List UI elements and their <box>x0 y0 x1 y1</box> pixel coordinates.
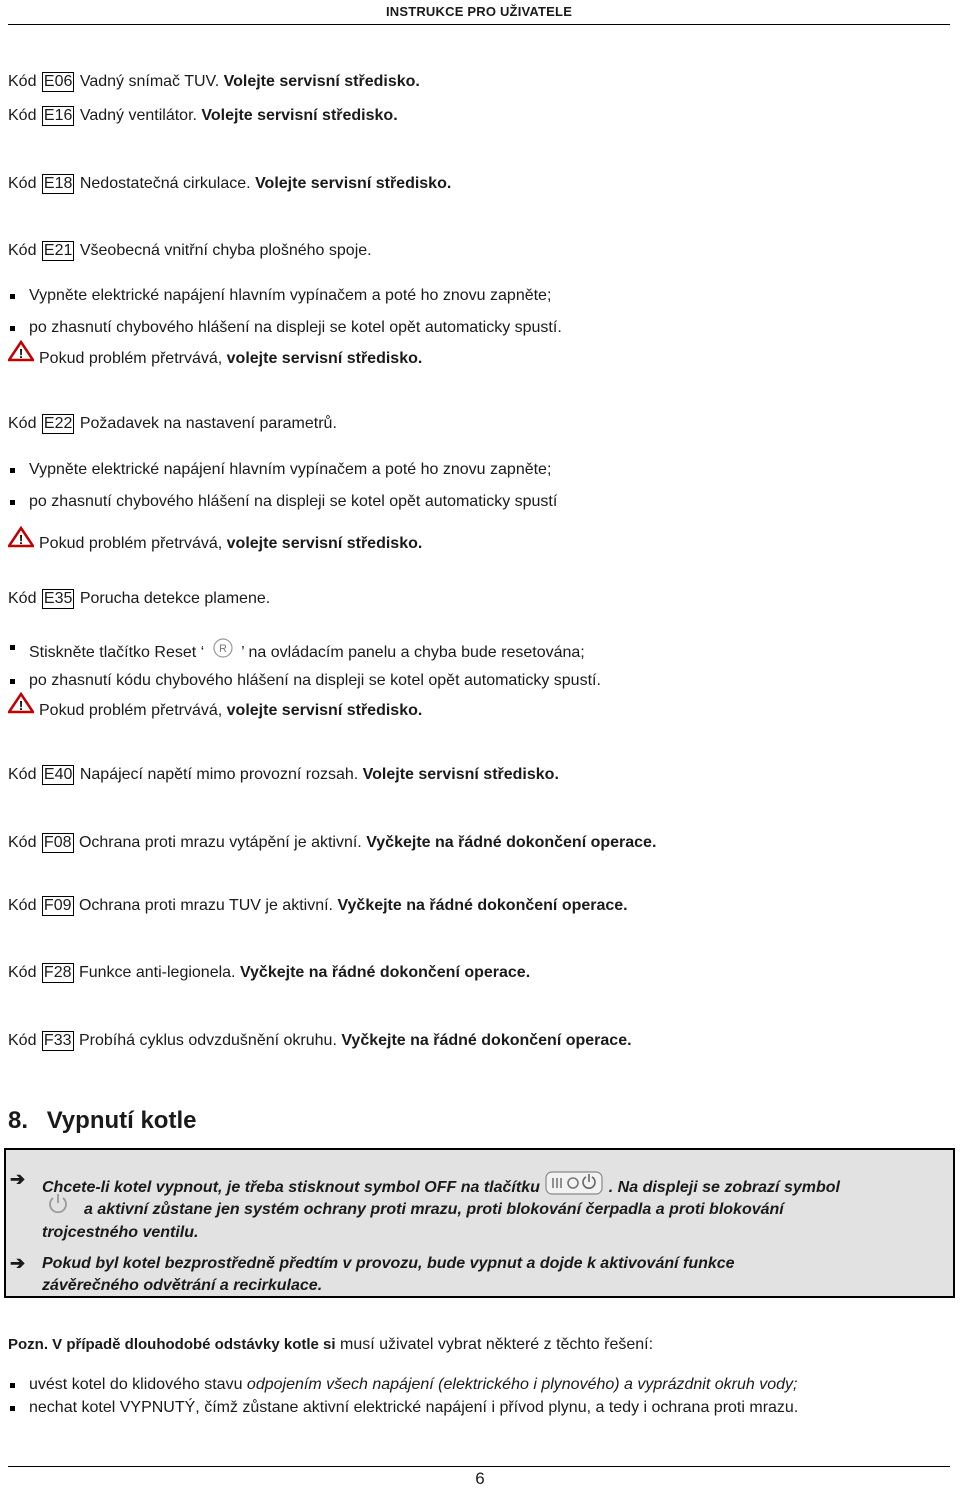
code-action: Volejte servisní středisko. <box>362 766 559 783</box>
box-p1-mid: . Na displeji se zobrazí symbol <box>608 1179 840 1196</box>
code-description: Probíhá cyklus odvzdušnění okruhu. <box>78 1032 337 1049</box>
warning-action: volejte servisní středisko. <box>226 350 423 367</box>
warning-lead: Pokud problém přetrvává, <box>39 702 223 719</box>
bullet-icon <box>10 679 15 684</box>
code-f28-line <box>8 963 530 983</box>
code-f33-line <box>8 1031 632 1051</box>
box-p1-start: Chcete-li kotel vypnout, je třeba stisknout symbol OFF na tlačítku <box>42 1179 540 1196</box>
code-description: Vadný snímač TUV. <box>79 73 220 90</box>
box-paragraph-2-end: závěrečného odvětrání a recirkulace. <box>42 1277 323 1294</box>
code-description: Funkce anti-legionela. <box>78 964 236 981</box>
reset-instruction-start: Stiskněte tlačítko Reset ‘ <box>29 644 205 661</box>
box-paragraph-2: Pokud byl kotel bezprostředně předtím v provozu, bude vypnut a dojde k aktivování funkce <box>42 1255 735 1272</box>
warning-action: volejte servisní středisko. <box>226 702 423 719</box>
on-off-button-icon <box>545 1170 603 1196</box>
bullet-icon <box>10 500 15 505</box>
code-prefix: Kód <box>8 175 37 192</box>
note-paragraph <box>8 1335 653 1355</box>
warning-triangle-icon <box>8 340 34 362</box>
list-item: Vypněte elektrické napájení hlavním vypínačem a poté ho znovu zapněte; <box>29 287 552 304</box>
list-item: po zhasnutí kódu chybového hlášení na displeji se kotel opět automaticky spustí. <box>29 672 601 689</box>
list-item <box>29 1375 797 1395</box>
footer-rule <box>8 1466 950 1467</box>
code-action: Volejte servisní středisko. <box>255 175 452 192</box>
code-badge: E16 <box>43 107 73 124</box>
bullet-icon <box>10 326 15 331</box>
code-f08-line <box>8 833 656 853</box>
code-action: Volejte servisní středisko. <box>201 107 398 124</box>
code-action: Vyčkejte na řádné dokončení operace. <box>337 897 628 914</box>
svg-text:!: ! <box>18 698 24 713</box>
code-prefix: Kód <box>8 964 37 981</box>
code-description: Všeobecná vnitřní chyba plošného spoje. <box>79 242 372 259</box>
code-badge: E18 <box>43 175 73 192</box>
code-e16-line <box>8 106 398 126</box>
section-title: Vypnutí kotle <box>46 1107 197 1134</box>
code-prefix: Kód <box>8 73 37 90</box>
svg-text:!: ! <box>18 532 24 547</box>
section-heading <box>8 1107 196 1135</box>
warning-action: volejte servisní středisko. <box>226 535 423 552</box>
code-badge: E21 <box>43 242 73 259</box>
code-action: Vyčkejte na řádné dokončení operace. <box>341 1032 632 1049</box>
note-label: Pozn. V případě dlouhodobé odstávky kotle si <box>8 1336 336 1353</box>
note-item-1-end: odpojením všech napájení (elektrického i plynového) a vyprázdnit okruh vody; <box>246 1376 798 1393</box>
code-badge: F09 <box>43 897 72 914</box>
code-f09-line <box>8 896 628 916</box>
reset-instruction-end: ’ na ovládacím panelu a chyba bude resetována; <box>241 644 585 661</box>
code-description: Ochrana proti mrazu TUV je aktivní. <box>78 897 333 914</box>
bullet-icon <box>10 468 15 473</box>
box-paragraph-1-end: trojcestného ventilu. <box>42 1224 199 1241</box>
warning-text <box>39 701 422 721</box>
code-prefix: Kód <box>8 107 37 124</box>
code-description: Požadavek na nastavení parametrů. <box>79 415 337 432</box>
code-prefix: Kód <box>8 590 37 607</box>
code-description: Napájecí napětí mimo provozní rozsah. <box>79 766 359 783</box>
code-e18-line <box>8 174 451 194</box>
code-e35-line <box>8 589 270 609</box>
warning-text <box>39 349 422 369</box>
code-description: Ochrana proti mrazu vytápění je aktivní. <box>78 834 362 851</box>
code-action: Vyčkejte na řádné dokončení operace. <box>239 964 531 981</box>
code-badge: E35 <box>43 590 73 607</box>
warning-lead: Pokud problém přetrvává, <box>39 535 223 552</box>
note-text: musí uživatel vybrat některé z těchto řešení: <box>340 1336 654 1353</box>
warning-triangle-icon <box>8 526 34 548</box>
bullet-icon <box>10 294 15 299</box>
code-e21-line <box>8 241 372 261</box>
code-action: Volejte servisní středisko. <box>223 73 420 90</box>
code-prefix: Kód <box>8 242 37 259</box>
warning-triangle-icon <box>8 692 34 714</box>
code-prefix: Kód <box>8 766 37 783</box>
bullet-icon <box>10 1406 15 1411</box>
standby-icon <box>44 1190 72 1218</box>
code-badge: F28 <box>43 964 72 981</box>
list-item: po zhasnutí chybového hlášení na displeji se kotel opět automaticky spustí <box>29 493 558 510</box>
svg-text:R: R <box>218 643 227 655</box>
arrow-right-icon: ➔ <box>10 1253 26 1273</box>
box-paragraph-1-cont: a aktivní zůstane jen systém ochrany proti mrazu, proti blokování čerpadla a proti blokování <box>84 1201 784 1218</box>
code-prefix: Kód <box>8 415 37 432</box>
code-badge: E22 <box>43 415 73 432</box>
page-number: 6 <box>475 1469 485 1488</box>
note-item-1-start: uvést kotel do klidového stavu <box>29 1376 243 1393</box>
code-action: Vyčkejte na řádné dokončení operace. <box>366 834 657 851</box>
warning-lead: Pokud problém přetrvává, <box>39 350 223 367</box>
code-description: Nedostatečná cirkulace. <box>79 175 251 192</box>
code-prefix: Kód <box>8 834 37 851</box>
box-paragraph-1 <box>42 1170 840 1199</box>
code-badge: F08 <box>43 834 72 851</box>
code-description: Vadný ventilátor. <box>79 107 197 124</box>
code-prefix: Kód <box>8 1032 37 1049</box>
code-badge: E40 <box>43 766 73 783</box>
code-e06-line <box>8 72 420 92</box>
code-e40-line <box>8 765 559 785</box>
code-badge: F33 <box>43 1032 72 1049</box>
arrow-right-icon: ➔ <box>10 1169 26 1189</box>
list-item: nechat kotel VYPNUTÝ, čímž zůstane aktivní elektrické napájení i přívod plynu, a tedy i ochrana proti mrazu. <box>29 1399 799 1416</box>
code-description: Porucha detekce plamene. <box>79 590 271 607</box>
code-e22-line <box>8 414 337 434</box>
bullet-icon <box>10 645 15 650</box>
header-title: INSTRUKCE PRO UŽIVATELE <box>385 4 573 19</box>
list-item: Vypněte elektrické napájení hlavním vypínačem a poté ho znovu zapněte; <box>29 461 552 478</box>
page-header <box>8 0 950 25</box>
code-badge: E06 <box>43 73 73 90</box>
warning-text <box>39 534 422 554</box>
code-prefix: Kód <box>8 897 37 914</box>
reset-r-icon <box>211 637 235 661</box>
section-number: 8. <box>8 1107 29 1134</box>
list-item: po zhasnutí chybového hlášení na displeji se kotel opět automaticky spustí. <box>29 319 562 336</box>
bullet-icon <box>10 1383 15 1388</box>
svg-text:!: ! <box>18 346 24 361</box>
list-item <box>29 637 585 663</box>
